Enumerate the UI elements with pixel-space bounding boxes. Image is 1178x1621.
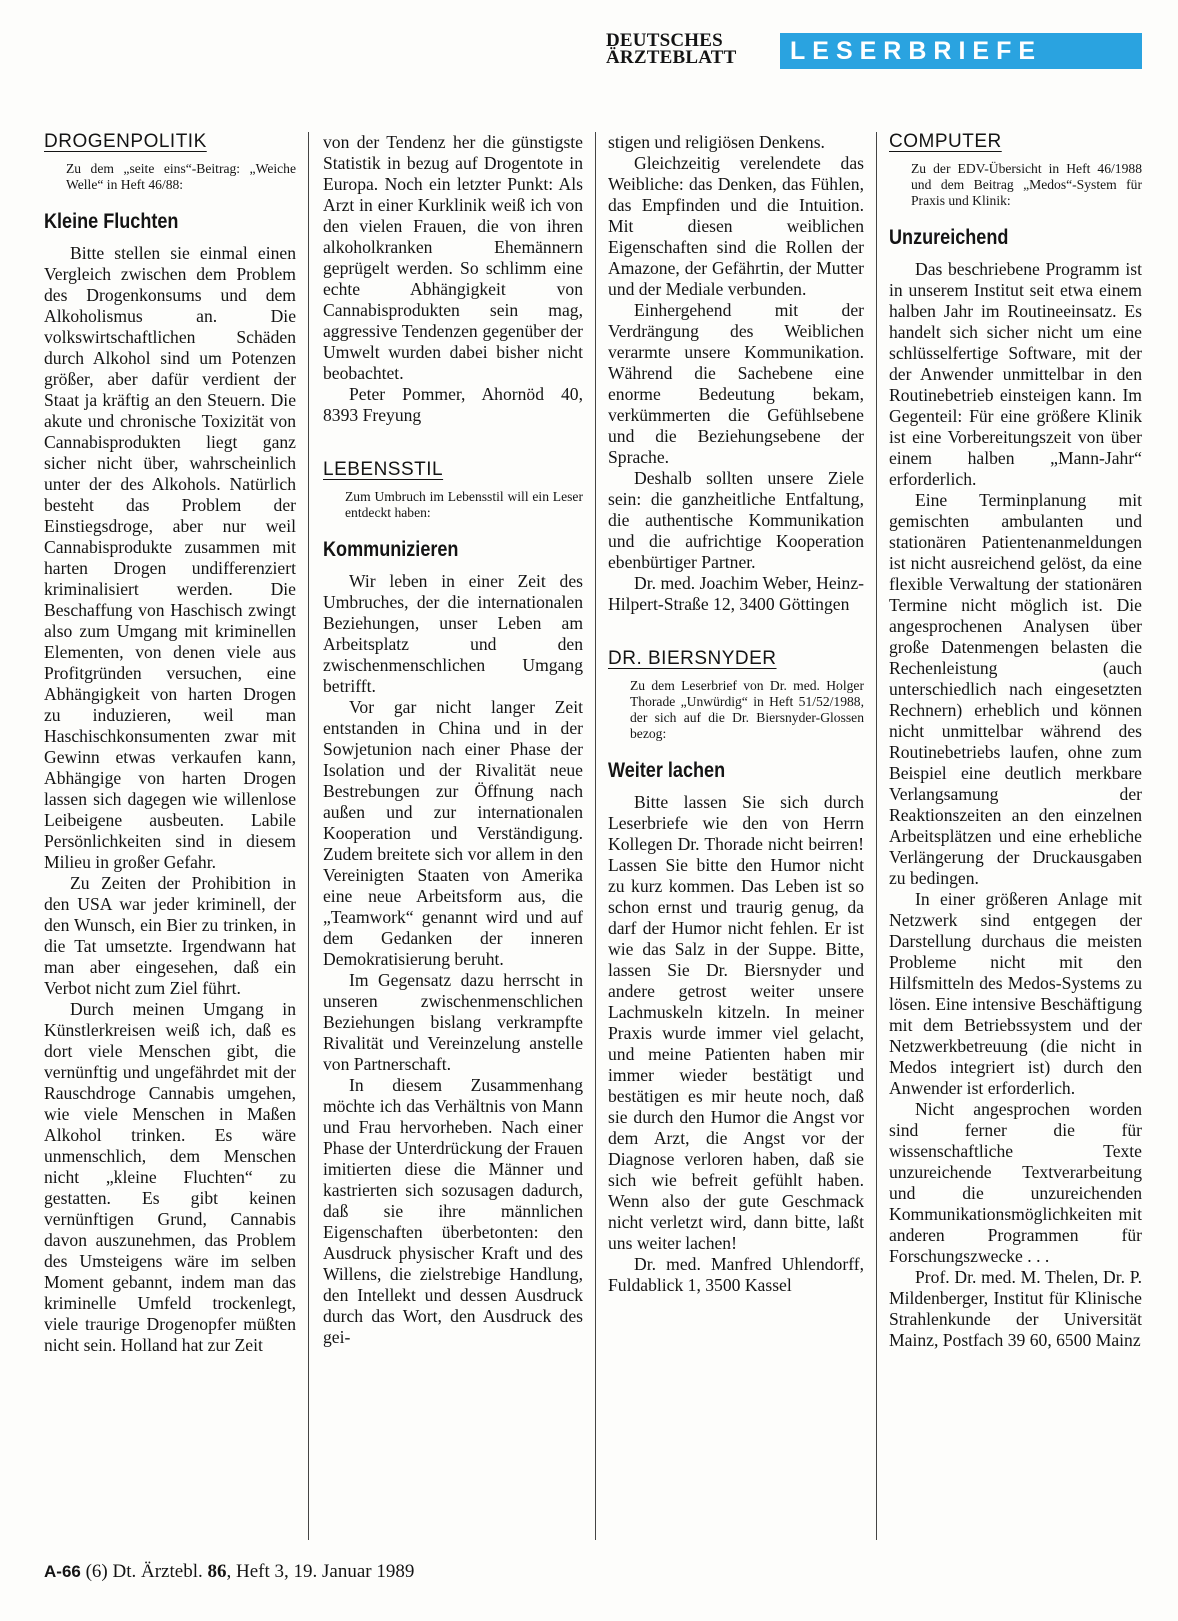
letter-headline: Kommunizieren bbox=[323, 538, 459, 561]
section-title: DR. BIERSNYDER bbox=[608, 648, 777, 669]
section-title: COMPUTER bbox=[889, 131, 1002, 152]
paragraph: Nicht angesprochen worden sind ferner die für wissenschaftliche Texte unzureichende Textverarbeitung und die unzureichenden Kommunikationsmöglichkeiten mit anderen Programmen für Forschungszwecke . . . bbox=[889, 1099, 1142, 1266]
column-2 bbox=[323, 132, 583, 1348]
brand-line-2: ÄRZTEBLATT bbox=[606, 47, 737, 68]
paragraph: In diesem Zusammenhang möchte ich das Verhältnis von Mann und Frau hervorheben. Nach einer Phase der Unterdrückung der Frauen imitierten diese die Männer und kastrierten sich sozusagen dadurch, daß sie ihre männlichen Eigenschaften überbetonten: den Ausdruck physischer Kraft und des Willens, die zielstrebige Handlung, den Intellekt und dessen Ausdruck durch das Wort, den Ausdruck des gei- bbox=[323, 1075, 583, 1347]
signature: Prof. Dr. med. M. Thelen, Dr. P. Mildenberger, Institut für Klinische Strahlenkunde der Universität Mainz, Postfach 39 60, 6500 Mainz bbox=[889, 1267, 1142, 1350]
paragraph: stigen und religiösen Denkens. bbox=[608, 132, 825, 152]
paragraph: Das beschriebene Programm ist in unserem Institut seit etwa einem halben Jahr im Routineeinsatz. Es handelt sich sicher nicht um eine schlüsselfertige Software, mit der der Anwender unmittelbar in den Routinebetrieb einsteigen kann. Im Gegenteil: Für eine größere Klinik ist eine Vorbereitungszeit von über einem halben „Mann-Jahr“ erforderlich. bbox=[889, 259, 1142, 489]
section-title: LEBENSSTIL bbox=[323, 459, 444, 480]
intro-note: Zum Umbruch im Lebensstil will ein Leser entdeckt haben: bbox=[345, 489, 583, 520]
signature: Dr. med. Joachim Weber, Heinz-Hilpert-Straße 12, 3400 Göttingen bbox=[608, 573, 864, 614]
page-footer bbox=[44, 1561, 414, 1583]
paragraph: Wir leben in einer Zeit des Umbruches, der die internationalen Beziehungen, unser Leben am Arbeitsplatz und den zwischenmenschlichen Umgang betrifft. bbox=[323, 571, 583, 696]
paragraph: In einer größeren Anlage mit Netzwerk sind entgegen der Darstellung durchaus die meisten Probleme nicht mit den Hilfsmitteln des Medos-Systems zu lösen. Eine intensive Beschäftigung mit dem Betriebssystem und der Netzwerkbetreuung (die nicht in Medos integriert ist) durch den Anwender ist erforderlich. bbox=[889, 889, 1142, 1098]
paragraph: Eine Terminplanung mit gemischten ambulanten und stationären Patientenanmeldungen ist nicht ausreichend gelöst, da eine flexible Verwaltung der stationären Termine nicht möglich ist. Die angesprochenen Analysen über große Datenmengen belasten die Rechenleistung (auch unterschiedlich nach eingesetzten Rechnern) erheblich und können nicht unmittelbar während des Routinebetriebs laufen, ohne zum Beispiel eine deutlich merkbare Verlangsamung der Reaktionszeiten an den einzelnen Arbeitsplätzen und eine erhebliche Verlängerung der Druckausgaben zu bedingen. bbox=[889, 490, 1142, 888]
paragraph: Bitte stellen sie einmal einen Vergleich zwischen dem Problem des Drogenkonsums und dem Alkoholismus an. Die volkswirtschaftlichen Schäden durch Alkohol sind um Potenzen größer, aber dafür verdient der Staat ja kräftig an den Steuern. Die akute und chronische Toxizität von Cannabisprodukten liegt ganz sicher nicht über, wahrscheinlich unter der des Alkohols. Natürlich besteht das Problem der Einstiegsdroge, aber nur weil Cannabisprodukte zusammen mit harten Drogen undifferenziert kriminalisiert werden. Die Beschaffung von Haschisch zwingt also zum Umgang mit kriminellen Elementen, von denen viele aus Profitgründen versuchen, eine Abhängigkeit von harten Drogen zu induzieren, weil man Haschischkonsumenten zwar mit Gewinn etwas verkaufen kann, Abhängige von harten Drogen lassen sich dagegen wie willenlose Leibeigene ausbeuten. Labile Persönlichkeiten sind in diesem Milieu in großer Gefahr. bbox=[44, 243, 296, 872]
paragraph: von der Tendenz her die günstigste Statistik in bezug auf Drogentote in Europa. Noch ein letzter Punkt: Als Arzt in einer Kurklinik weiß ich von den vielen Frauen, die von ihren alkoholkranken Ehemännern geprügelt werden. So schlimm eine echte Abhängigkeit von Cannabisprodukten sein mag, aggressive Tendenzen gegenüber der Umwelt wurden dabei bisher nicht beobachtet. bbox=[323, 132, 583, 383]
masthead bbox=[606, 32, 1142, 72]
intro-note: Zu der EDV-Übersicht in Heft 46/1988 und dem Beitrag „Medos“-System für Praxis und Klinik: bbox=[911, 161, 1142, 208]
paragraph: Im Gegensatz dazu herrscht in unseren zwischenmenschlichen Beziehungen bislang verkrampfte Rivalität und Vereinzelung anstelle von Partnerschaft. bbox=[323, 970, 583, 1074]
signature: Peter Pommer, Ahornöd 40, 8393 Freyung bbox=[323, 384, 583, 425]
column-1 bbox=[44, 131, 296, 1356]
section-title: DROGENPOLITIK bbox=[44, 131, 207, 152]
column-divider bbox=[876, 132, 877, 1540]
paragraph: Durch meinen Umgang in Künstlerkreisen weiß ich, daß es dort viele Menschen gibt, die vernünftig und ungefährdet mit der Rauschdroge Cannabis umgehen, wie viele Menschen in Maßen Alkohol trinken. Es wäre unmenschlich, dem Menschen nicht „kleine Fluchten“ zu gestatten. Es gibt keinen vernünftigen Grund, Cannabis davon auszunehmen, das Problem des Umsteigens wäre im selben Moment gebannt, indem man das kriminelle Umfeld trockenlegt, viele traurige Drogenopfer müßten nicht sein. Holland hat zur Zeit bbox=[44, 999, 296, 1355]
paragraph: Einhergehend mit der Verdrängung des Weiblichen verarmte unsere Kommunikation. Während die Sachebene eine enorme Bedeutung bekam, verkümmerten die Gefühlsebene und die Beziehungsebene der Sprache. bbox=[608, 300, 864, 467]
letter-headline: Kleine Fluchten bbox=[44, 210, 179, 233]
brand-line-1: DEUTSCHES bbox=[606, 30, 723, 51]
column-4 bbox=[889, 131, 1142, 1351]
paragraph: Deshalb sollten unsere Ziele sein: die ganzheitliche Entfaltung, die authentische Kommunikation und die aufrichtige Kooperation ebenbürtiger Partner. bbox=[608, 468, 864, 572]
paragraph: Gleichzeitig verelendete das Weibliche: das Denken, das Fühlen, das Empfinden und die Intuition. Mit diesen weiblichen Eigenschaften sind die Rollen der Amazone, der Gefährtin, der Mutter und der Mediale verbunden. bbox=[608, 153, 864, 299]
signature: Dr. med. Manfred Uhlendorff, Fuldablick 1, 3500 Kassel bbox=[608, 1254, 864, 1295]
intro-note: Zu dem „seite eins“-Beitrag: „Weiche Welle“ in Heft 46/88: bbox=[66, 161, 296, 192]
rubric-banner: LESERBRIEFE bbox=[780, 33, 1142, 69]
column-3 bbox=[608, 132, 864, 1296]
intro-note: Zu dem Leserbrief von Dr. med. Holger Thorade „Unwürdig“ in Heft 51/52/1988, der sich auf die Dr. Biersnyder-Glossen bezog: bbox=[630, 678, 864, 741]
paragraph: Vor gar nicht langer Zeit entstanden in China und in der Sowjetunion nach einer Phase der Isolation und der Rivalität neue Bestrebungen zur Öffnung nach außen und zur internationalen Kooperation und Verständigung. Zudem breitete sich vor allem in den Vereinigten Staaten von Amerika eine neue Arbeitsform aus, die „Teamwork“ genannt wird und auf dem Gedanken der inneren Demokratisierung beruht. bbox=[323, 697, 583, 969]
column-divider bbox=[308, 132, 309, 1540]
paragraph: Bitte lassen Sie sich durch Leserbriefe wie den von Herrn Kollegen Dr. Thorade nicht beirren! Lassen Sie bitte den Humor nicht zu kurz kommen. Das Leben ist so schon ernst und traurig genug, da darf der Humor nicht fehlen. Er ist wie das Salz in der Suppe. Bitte, lassen Sie Dr. Biersnyder und andere getrost weiter unsere Lachmuskeln kitzeln. In meiner Praxis wurde immer viel gelacht, und meine Patienten haben mir immer wieder bestätigt und bestätigen es mir heute noch, daß sie durch den Humor die Angst vor dem Arzt, die Angst vor der Diagnose verloren haben, daß sie sich wie befreit gefühlt haben. Wenn also der gute Geschmack nicht verletzt wird, dann bitte, laßt uns weiter lachen! bbox=[608, 792, 864, 1253]
footer-issue: , Heft 3, 19. Januar 1989 bbox=[226, 1561, 415, 1582]
letter-headline: Unzureichend bbox=[889, 226, 1009, 249]
page-number: A-66 bbox=[44, 1562, 81, 1581]
journal-logo bbox=[606, 32, 778, 66]
footer-citation: (6) Dt. Ärztebl. bbox=[85, 1561, 203, 1582]
paragraph: Zu Zeiten der Prohibition in den USA war jeder kriminell, der den Wunsch, ein Bier zu trinken, in die Tat umsetzte. Irgendwann hat man aber eingesehen, daß ein Verbot nicht zum Ziel führt. bbox=[44, 873, 296, 998]
letter-headline: Weiter lachen bbox=[608, 759, 726, 782]
column-divider bbox=[595, 132, 596, 1540]
volume-number: 86 bbox=[207, 1561, 227, 1582]
